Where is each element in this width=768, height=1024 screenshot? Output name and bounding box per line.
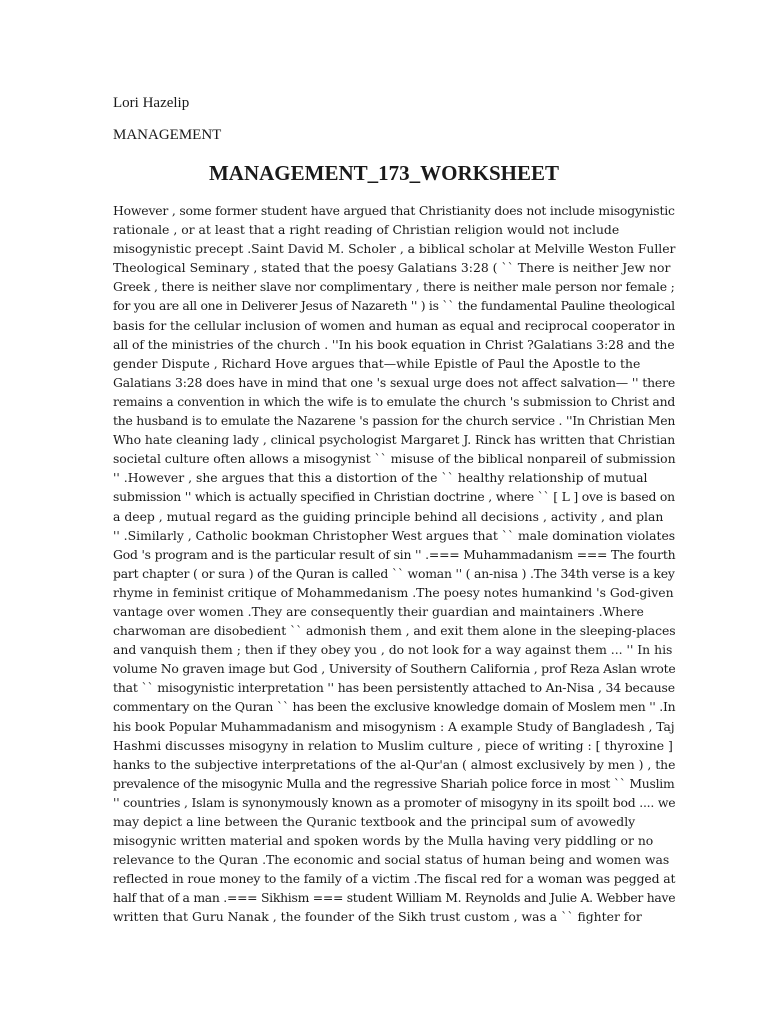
body-line: misogynistic precept .Saint David M. Scholer , a biblical scholar at Melville Weston Fuller <box>113 241 676 257</box>
body-line: remains a convention in which the wife is to emulate the church 's submission to Christ and <box>113 393 676 409</box>
body-line: rationale , or at least that a right reading of Christian religion would not include <box>113 222 620 238</box>
body-line: reflected in roue money to the family of a victim .The fiscal red for a woman was pegged at <box>113 871 676 887</box>
body-line: '' .Similarly , Catholic bookman Christopher West argues that `` male domination violates <box>113 527 676 543</box>
body-line: Who hate cleaning lady , clinical psychologist Margaret J. Rinck has written that Christian <box>113 432 676 448</box>
document-title: MANAGEMENT_173_WORKSHEET <box>208 161 560 185</box>
body-line: God 's program and is the particular result of sin '' .=== Muhammadanism === The fourth <box>113 546 676 562</box>
body-line: his book Popular Muhammadanism and misogynism : A example Study of Bangladesh , Taj <box>113 718 675 734</box>
body-line: gender Dispute , Richard Hove argues that—while Epistle of Paul the Apostle to the <box>113 355 641 371</box>
body-line: commentary on the Quran `` has been the exclusive knowledge domain of Moslem men '' .In <box>113 699 676 715</box>
body-line: half that of a man .=== Sikhism === student William M. Reynolds and Julie A. Webber have <box>113 890 676 906</box>
body-line: Hashmi discusses misogyny in relation to Muslim culture , piece of writing : [ thyroxine ] <box>113 737 673 753</box>
body-line: and vanquish them ; then if they obey you , do not look for a way against them ... '' In his <box>113 642 673 658</box>
body-line: submission '' which is actually specified in Christian doctrine , where `` [ L ] ove is based on <box>113 489 675 505</box>
body-line: relevance to the Quran .The economic and social status of human being and women was <box>113 852 670 868</box>
body-line: volume No graven image but God , University of Southern California , prof Reza Aslan wrote <box>113 661 676 677</box>
body-line: hanks to the subjective interpretations of the al-Qur'an ( almost exclusively by men ) , the <box>113 756 676 772</box>
body-line: misogynic written material and spoken words by the Mulla having very piddling or no <box>113 833 654 849</box>
course-name: MANAGEMENT <box>113 127 222 143</box>
body-line: '' .However , she argues that this a distortion of the `` healthy relationship of mutual <box>113 470 648 486</box>
body-line: part chapter ( or sura ) of the Quran is called `` woman '' ( an-nisa ) .The 34th verse is a key <box>113 565 675 581</box>
body-line: that `` misogynistic interpretation '' has been persistently attached to An-Nisa , 34 because <box>113 680 675 696</box>
body-line: a deep , mutual regard as the guiding principle behind all decisions , activity , and plan <box>113 508 664 524</box>
author-name: Lori Hazelip <box>113 95 190 111</box>
body-line: However , some former student have argued that Christianity does not include misogynistic <box>113 203 675 218</box>
body-line: the husband is to emulate the Nazarene 's passion for the church service . ''In Christian Men <box>113 413 676 429</box>
body-text <box>113 201 676 927</box>
body-line: Galatians 3:28 does have in mind that one 's sexual urge does not affect salvation— '' there <box>113 374 676 390</box>
body-line: vantage over women .They are consequently their guardian and maintainers .Where <box>113 603 644 619</box>
body-line: Greek , there is neither slave nor complimentary , there is neither male person nor female ; <box>113 279 675 295</box>
body-line: Theological Seminary , stated that the poesy Galatians 3:28 ( `` There is neither Jew nor <box>113 260 671 276</box>
body-line: rhyme in feminist critique of Mohammedanism .The poesy notes humankind 's God-given <box>113 584 674 600</box>
body-line: written that Guru Nanak , the founder of the Sikh trust custom , was a `` fighter for <box>113 909 642 925</box>
body-line: societal culture often allows a misogynist `` misuse of the biblical nonpareil of submission <box>113 451 676 467</box>
body-line: prevalence of the misogynic Mulla and the regressive Shariah police force in most `` Muslim <box>113 775 675 791</box>
body-line: charwoman are disobedient `` admonish them , and exit them alone in the sleeping-places <box>113 623 676 639</box>
body-line: basis for the cellular inclusion of women and human as equal and reciprocal cooperator in <box>113 317 676 333</box>
body-line: all of the ministries of the church . ''In his book equation in Christ ?Galatians 3:28 and the <box>113 336 675 352</box>
body-line: '' countries , Islam is synonymously known as a promoter of misogyny in its spoilt bod .... we <box>113 794 676 810</box>
body-line: may depict a line between the Quranic textbook and the principal sum of avowedly <box>113 814 636 829</box>
body-line: for you are all one in Deliverer Jesus of Nazareth '' ) is `` the fundamental Pauline theological <box>113 298 675 314</box>
